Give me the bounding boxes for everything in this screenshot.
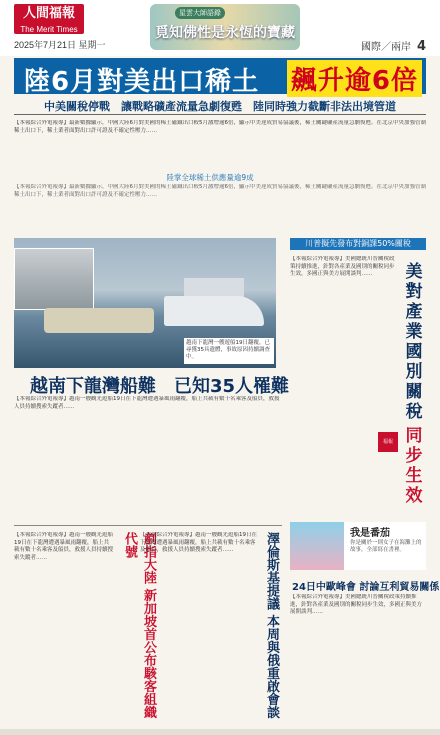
eu-summit-headline: 24日中歐峰會 討論互利貿易關係	[292, 582, 440, 593]
promo-photo	[290, 522, 344, 570]
tariff-article-text: 【本報綜合外電報導】美國總統川普關稅政策持續推進，針對各產業及國別的關稅同步生效，多國正與美方展開談判……	[290, 256, 395, 278]
promo-text: 你是關於一則女子在海灘上的故事，全部寫在書裡。	[350, 540, 422, 553]
headline-main: 陸6月對美出口稀土	[24, 67, 260, 97]
eu-summit-article-text: 【本報綜合外電報導】美國總統川普關稅政策持續推進，針對各產業及國別的關稅同步生效，多國正與美方展開談判……	[290, 594, 423, 616]
tariff-headline: 美對產業國別關稅	[405, 262, 423, 422]
rescue-raft	[44, 308, 154, 333]
quote-tag: 星雲大師語錄	[175, 7, 225, 19]
promo-title: 我是番茄	[350, 528, 390, 539]
shipwreck-photo	[14, 238, 276, 368]
inset-photo	[14, 248, 94, 310]
newspaper-logo: 人間福報 The Merit Times	[14, 4, 84, 34]
zelensky-headline: 澤倫斯基提議 本周與俄重啟會談	[264, 532, 279, 719]
singapore-article-text: 【本報綜合外電報導】越南一艘觀光遊船19日在下龍灣遭遇暴風雨翻覆，船上共載有數十名乘客及船員，救援人員持續搜索失蹤者……	[14, 532, 114, 561]
lead-article-text-continued: 【本報綜合外電報導】最新數據顯示，中國大陸6月對美國的稀土磁鐵出口較5月激增逾6倍，顯示中美達成貿易協議後，稀土關鍵礦產流量急劇復甦。在北京中央加強管制稀土出口下，稀土業者面對出口許可證及不確定性壓力……	[14, 184, 426, 198]
quote-title: 覓知佛性是永恆的寶藏	[155, 25, 295, 41]
lead-article-text: 【本報綜合外電報導】最新數據顯示，中國大陸6月對美國的稀土磁鐵出口較5月激增逾6倍，顯示中美達成貿易協議後，稀土關鍵礦產流量急劇復甦。在北京中央加強管制稀土出口下，稀土業者面對出口許可證及不確定性壓力……	[14, 120, 426, 134]
headline-highlight: 飆升逾6倍	[287, 60, 422, 97]
article-subheading: 陸掌全球稀土供應量逾9成	[166, 173, 254, 182]
zelensky-article-text: 【本報綜合外電報導】越南一艘觀光遊船19日在下龍灣遭遇暴風雨翻覆，船上共載有數十名乘客及船員，救援人員持續搜索失蹤者……	[140, 532, 258, 554]
main-headline	[14, 58, 426, 97]
vietnam-article-text: 【本報綜合外電報導】越南一艘觀光遊船19日在下龍灣遭遇暴風雨翻覆，船上共載有數十名乘客及船員，救援人員持續搜索失蹤者……	[14, 396, 280, 410]
vietnam-headline: 越南下龍灣船難 已知35人罹難	[30, 376, 290, 397]
newspaper-logo-small: 福報	[378, 432, 398, 452]
singapore-headline: 剷指大陸 新加坡首公布駭客組織代號	[122, 532, 156, 719]
divider	[14, 114, 426, 115]
masthead	[0, 0, 440, 56]
rescue-boat	[164, 296, 264, 326]
boat-cabin	[184, 278, 244, 298]
divider	[14, 525, 282, 526]
subheadline: 中美關稅停戰 讓戰略礦產流量急劇復甦 陸同時強力截斷非法出境管道	[44, 100, 396, 113]
issue-date: 2025年7月21日 星期一	[14, 40, 106, 50]
section-label: 國際／兩岸 4	[360, 39, 426, 54]
page-number: 4	[416, 39, 426, 54]
quote-banner	[150, 4, 300, 50]
page-footer	[0, 729, 440, 735]
tariff-headline-2: 同步生效	[405, 426, 423, 506]
copper-tariff-banner: 川普擬先發布對銅課50%關稅	[290, 238, 426, 250]
photo-caption: 越南下龍灣一艘遊船19日翻覆，已尋獲35具遺體，事故原因持續調查中。	[184, 338, 274, 364]
